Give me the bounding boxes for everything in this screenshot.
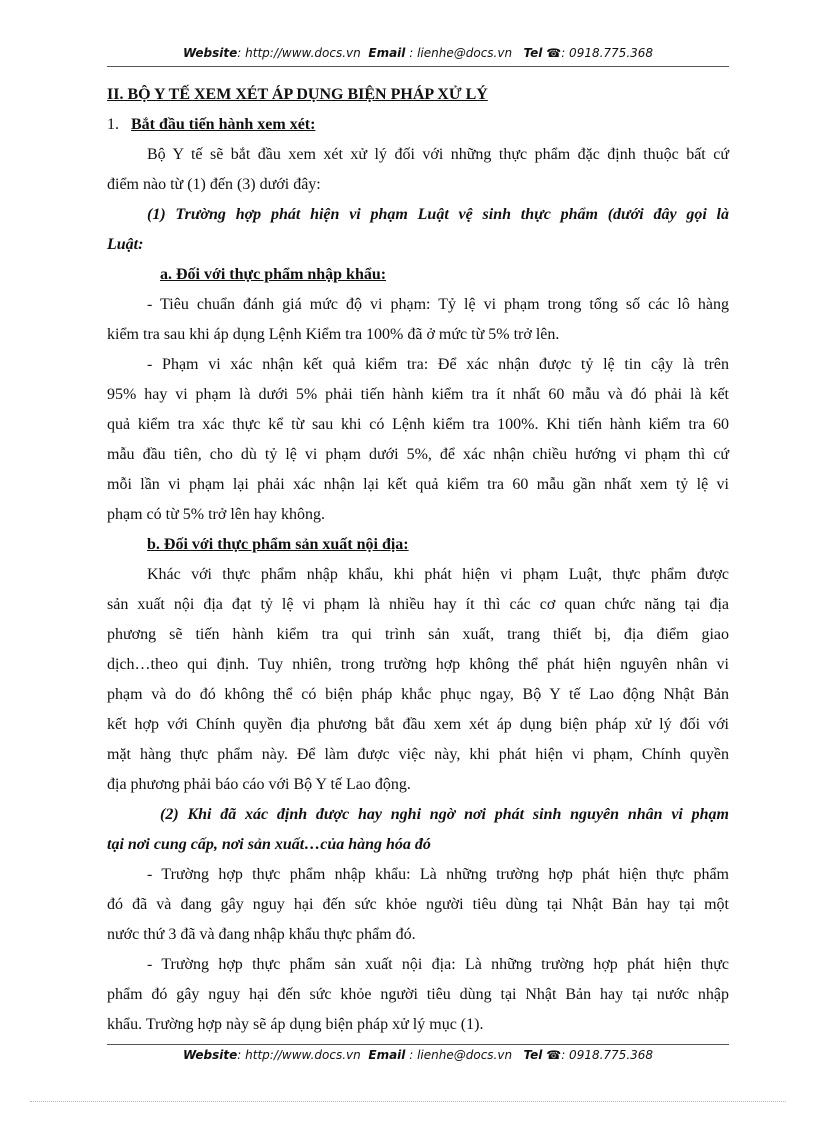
footer-tel-value: : 0918.775.368 [561, 1048, 654, 1062]
page-edge-divider [30, 1101, 786, 1102]
footer-website-value: : http://www.docs.vn [237, 1048, 361, 1062]
paragraph-line: địa phương phải báo cáo với Bộ Y tế Lao động. [107, 776, 411, 793]
paragraph-line: mẫu đầu tiên, cho dù tỷ lệ vi phạm dưới 5%, để xác nhận chiều hướng vi phạm thì cứ [107, 446, 729, 463]
paragraph-line: phương sẽ tiến hành kiểm tra qui trình sản xuất, trang thiết bị, địa điểm giao [107, 626, 729, 643]
case1-heading: (1) Trường hợp phát hiện vi phạm Luật vệ sinh thực phẩm (dưới đây gọi là [147, 206, 729, 223]
paragraph-line: quả kiểm tra xác thực kể từ sau khi có Lệnh kiểm tra 100%. Khi tiến hành kiểm tra 60 [107, 416, 729, 433]
header-website-value: : http://www.docs.vn [237, 46, 361, 60]
sub-heading-b-text: b. Đối với thực phẩm sản xuất nội địa: [147, 536, 409, 553]
footer-tel-label: Tel [523, 1048, 543, 1062]
case1-heading-cont: Luật: [107, 236, 144, 253]
paragraph-line: - Trường hợp thực phẩm nhập khẩu: Là những trường hợp phát hiện thực phẩm [147, 866, 729, 883]
sub-heading-a [107, 260, 729, 290]
case2-heading-cont: tại nơi cung cấp, nơi sản xuất…của hàng hóa đó [107, 836, 431, 853]
paragraph-line: kết hợp với Chính quyền địa phương bắt đầu xem xét áp dụng biện pháp xử lý đối với [107, 716, 729, 733]
phone-icon: ☎ [546, 1048, 562, 1062]
page-footer [107, 1048, 729, 1062]
paragraph-line: mỗi lần vi phạm lại phải xác nhận lại kết quả kiểm tra 60 mẫu gần nhất xem tỷ lệ vi [107, 476, 729, 493]
paragraph-line: dịch…theo qui định. Tuy nhiên, trong trường hợp không thể phát hiện nguyên nhân vi [107, 656, 729, 673]
header-email-value: : lienhe@docs.vn [409, 46, 513, 60]
header-website-label: Website [182, 46, 238, 60]
header-tel-label: Tel [523, 46, 543, 60]
paragraph-line: - Trường hợp thực phẩm sản xuất nội địa: Là những trường hợp phát hiện thực [147, 956, 729, 973]
item1-heading: Bắt đầu tiến hành xem xét: [131, 116, 316, 133]
paragraph-line: Khác với thực phẩm nhập khẩu, khi phát hiện vi phạm Luật, thực phẩm được [147, 566, 729, 583]
page-header [107, 46, 729, 60]
header-email-label: Email [368, 46, 406, 60]
paragraph-line: - Phạm vi xác nhận kết quả kiểm tra: Để xác nhận được tỷ lệ tin cậy là trên [147, 356, 729, 373]
document-body [107, 80, 729, 1040]
paragraph-line: nước thứ 3 đã và đang nhập khẩu thực phẩm đó. [107, 926, 416, 943]
item1-number: 1. [107, 116, 119, 133]
footer-website-label: Website [182, 1048, 238, 1062]
paragraph-line: phạm và do đó không thể có biện pháp khắc phục ngay, Bộ Y tế Lao động Nhật Bản [107, 686, 729, 703]
sub-heading-a-text: a. Đối với thực phẩm nhập khẩu: [160, 266, 387, 283]
paragraph-line: điểm nào từ (1) đến (3) dưới đây: [107, 176, 321, 193]
footer-email-value: : lienhe@docs.vn [409, 1048, 513, 1062]
paragraph-line: mặt hàng thực phẩm này. Để làm được việc này, khi phát hiện vi phạm, Chính quyền [107, 746, 729, 763]
case2-heading: (2) Khi đã xác định được hay nghi ngờ nơi phát sinh nguyên nhân vi phạm [160, 806, 729, 823]
paragraph-line: Bộ Y tế sẽ bắt đầu xem xét xử lý đối với những thực phẩm đặc định thuộc bất cứ [147, 146, 729, 163]
paragraph-line: khẩu. Trường hợp này sẽ áp dụng biện pháp xử lý mục (1). [107, 1016, 484, 1033]
footer-divider [107, 1044, 729, 1045]
paragraph-line: 95% hay vi phạm là dưới 5% phải tiến hành kiểm tra ít nhất 60 mẫu và đó phải là kết [107, 386, 729, 403]
paragraph-line: sản xuất nội địa đạt tỷ lệ vi phạm là nhiều hay ít thì các cơ quan chức năng tại địa [107, 596, 729, 613]
paragraph-line: phạm có từ 5% trở lên hay không. [107, 506, 325, 523]
paragraph-line: đó đã và đang gây nguy hại đến sức khỏe người tiêu dùng tại Nhật Bản hay tại một [107, 896, 729, 913]
paragraph-line: - Tiêu chuẩn đánh giá mức độ vi phạm: Tỷ lệ vi phạm trong tổng số các lô hàng [147, 296, 729, 313]
footer-email-label: Email [368, 1048, 406, 1062]
header-tel-value: : 0918.775.368 [561, 46, 654, 60]
sub-heading-b [107, 530, 729, 560]
item1-heading-line [107, 110, 729, 140]
phone-icon: ☎ [546, 46, 562, 60]
section-title: II. BỘ Y TẾ XEM XÉT ÁP DỤNG BIỆN PHÁP XỬ LÝ [107, 86, 488, 103]
paragraph-line: phẩm đó gây nguy hại đến sức khỏe người tiêu dùng tại Nhật Bản hay tại nước nhập [107, 986, 729, 1003]
header-divider [107, 66, 729, 67]
paragraph-line: kiểm tra sau khi áp dụng Lệnh Kiểm tra 100% đã ở mức từ 5% trở lên. [107, 326, 560, 343]
